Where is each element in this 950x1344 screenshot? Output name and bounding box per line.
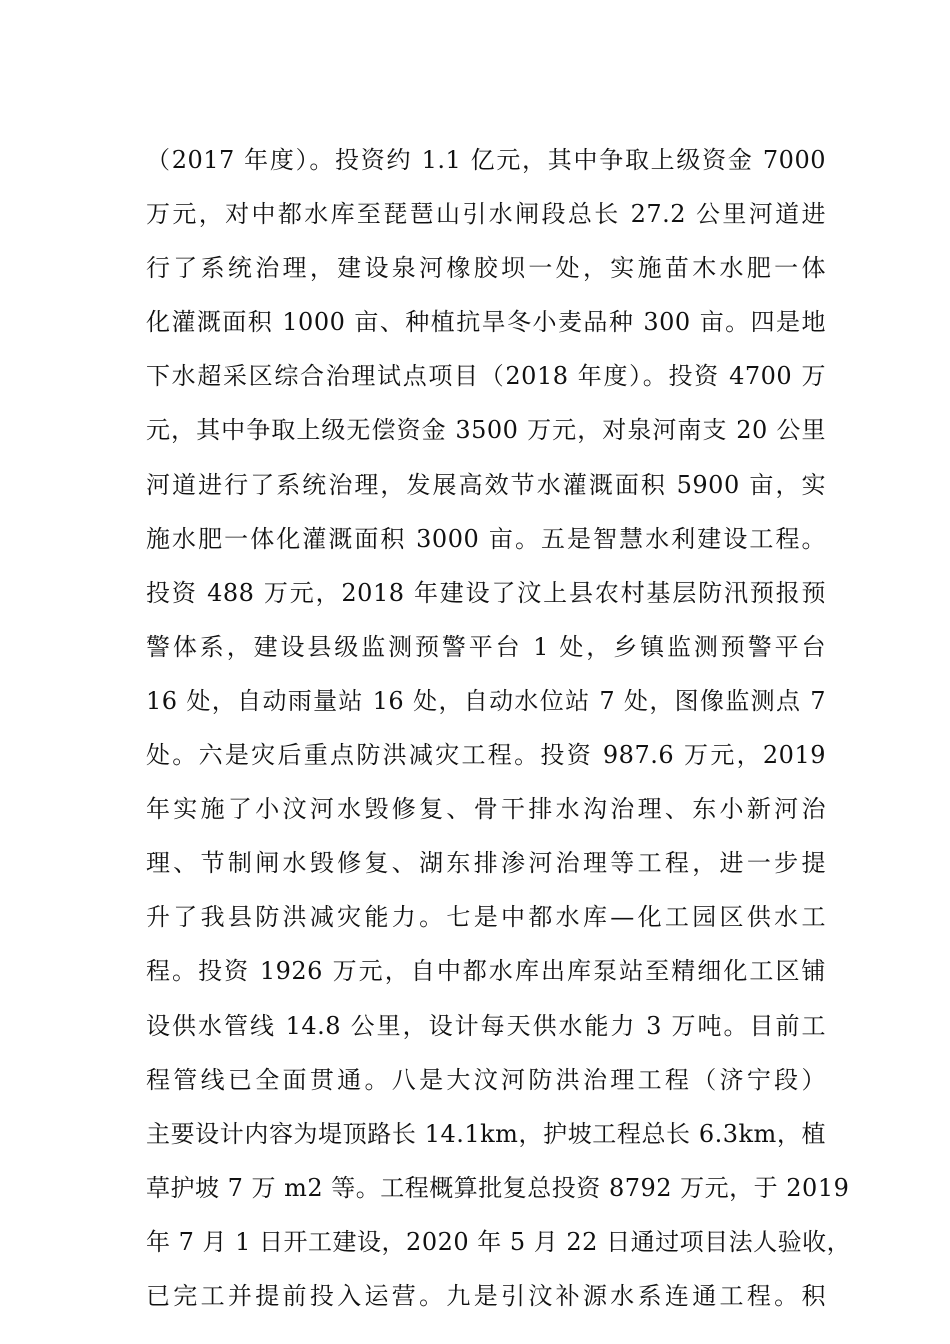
text-line: 草护坡 7 万 m2 等。工程概算批复总投资 8792 万元，于 2019 [146,1173,850,1202]
text-line: 元，其中争取上级无偿资金 3500 万元，对泉河南支 20 公里 [146,416,826,445]
body-text [146,133,852,1323]
text-line: 已完工并提前投入运营。九是引汶补源水系连通工程。积 [146,1281,826,1310]
text-line: 年实施了小汶河水毁修复、骨干排水沟治理、东小新河治 [146,795,826,824]
text-line: 警体系，建设县级监测预警平台 1 处，乡镇监测预警平台 [146,632,826,661]
text-line: 程。投资 1926 万元，自中都水库出库泵站至精细化工区铺 [146,957,826,986]
text-line: 施水肥一体化灌溉面积 3000 亩。五是智慧水利建设工程。 [146,524,826,553]
text-line: 主要设计内容为堤顶路长 14.1km，护坡工程总长 6.3km，植 [146,1119,826,1148]
text-line: 下水超采区综合治理试点项目（2018 年度）。投资 4700 万 [146,362,826,391]
text-line: 投资 488 万元，2018 年建设了汶上县农村基层防汛预报预 [146,578,826,607]
text-line: 程管线已全面贯通。八是大汶河防洪治理工程（济宁段） [146,1065,826,1094]
text-line: 16 处，自动雨量站 16 处，自动水位站 7 处，图像监测点 7 [146,686,826,715]
text-line: 设供水管线 14.8 公里，设计每天供水能力 3 万吨。目前工 [146,1011,826,1040]
text-line: 行了系统治理，建设泉河橡胶坝一处，实施苗木水肥一体 [146,254,826,283]
text-line: 年 7 月 1 日开工建设，2020 年 5 月 22 日通过项目法人验收， [146,1227,852,1256]
text-line: 处。六是灾后重点防洪减灾工程。投资 987.6 万元，2019 [146,741,826,770]
text-line: 化灌溉面积 1000 亩、种植抗旱冬小麦品种 300 亩。四是地 [146,308,826,337]
text-line: 升了我县防洪减灾能力。七是中都水库—化工园区供水工 [146,903,826,932]
text-line: （2017 年度）。投资约 1.1 亿元，其中争取上级资金 7000 [146,146,826,174]
text-line: 理、节制闸水毁修复、湖东排渗河治理等工程，进一步提 [146,849,826,878]
text-line: 万元，对中都水库至琵琶山引水闸段总长 27.2 公里河道进 [146,200,826,229]
text-line: 河道进行了系统治理，发展高效节水灌溉面积 5900 亩，实 [146,470,826,499]
